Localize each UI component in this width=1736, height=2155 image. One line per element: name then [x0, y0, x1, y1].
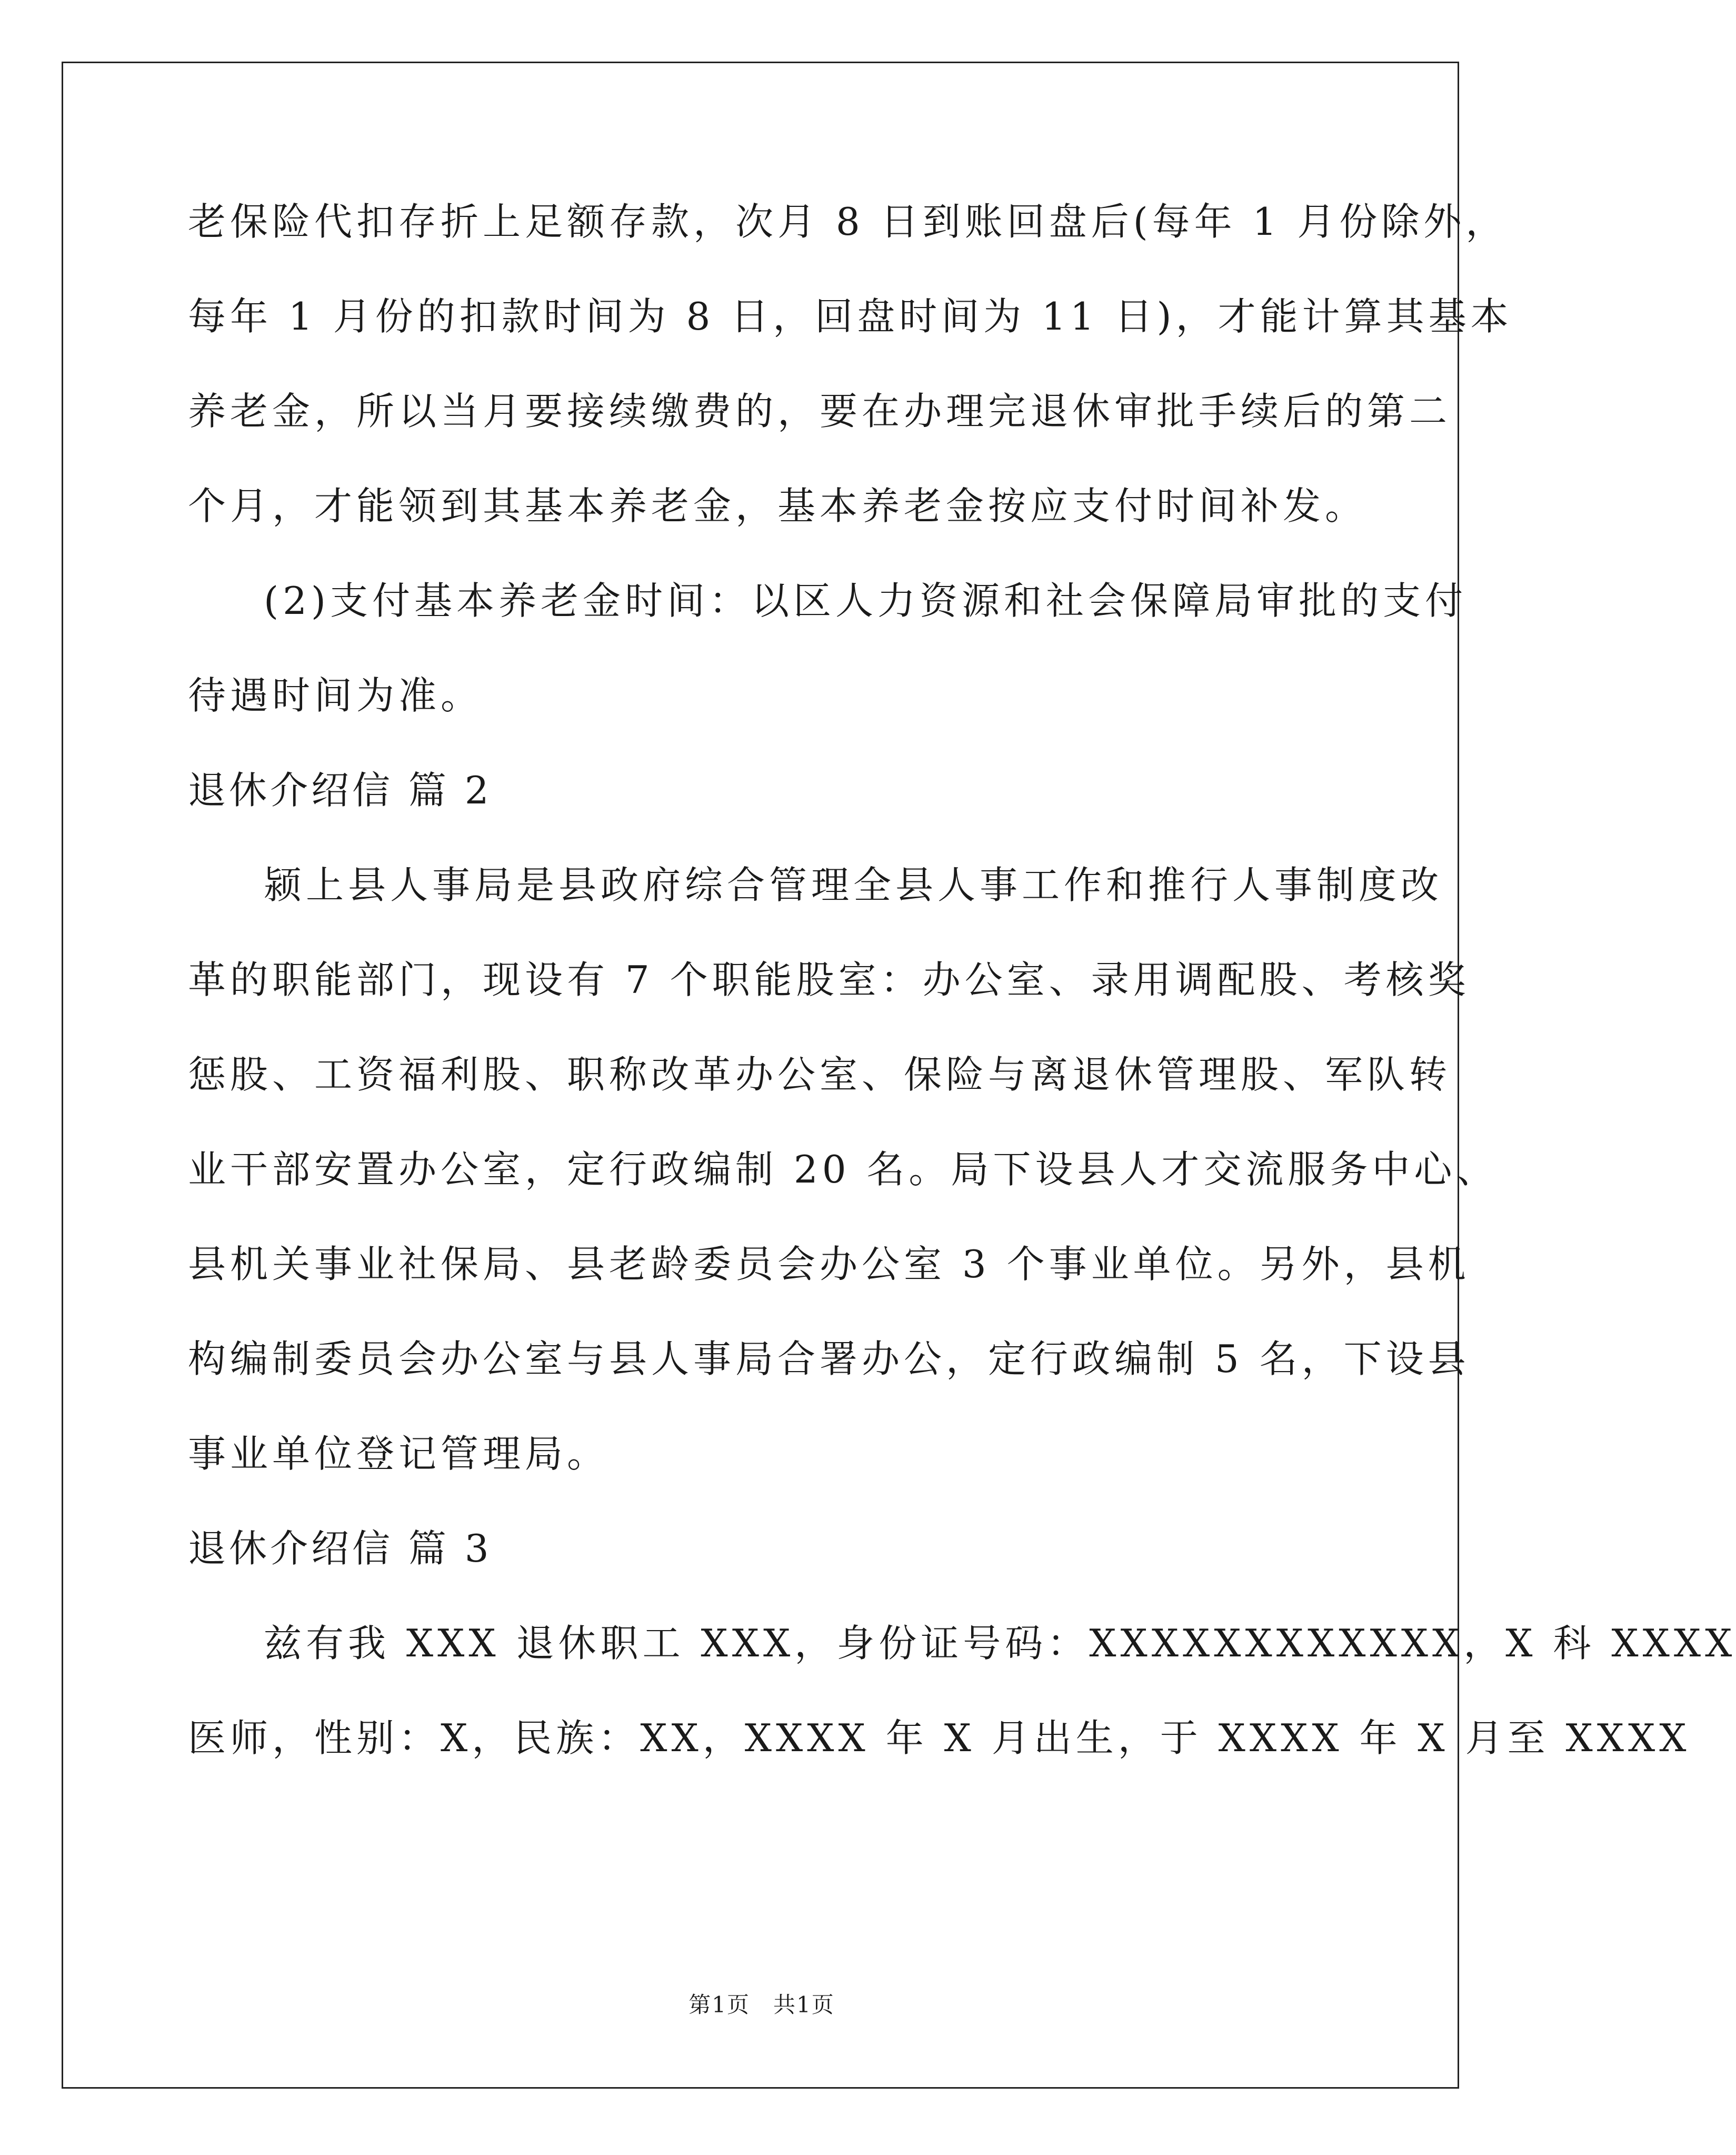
text-line: 兹有我 XXX 退休职工 XXX，身份证号码：XXXXXXXXXXXX，X 科 XXXX [264, 1621, 1736, 1665]
text-line: 惩股、工资福利股、职称改革办公室、保险与离退休管理股、军队转 [188, 1052, 1452, 1097]
text-line: 医师，性别：X，民族：XX，XXXX 年 X 月出生，于 XXXX 年 X 月至 XXXX [188, 1716, 1691, 1760]
page-footer: 第1页 共1页 [689, 1992, 835, 2018]
section-heading: 退休介绍信 篇 2 [188, 768, 492, 812]
text-line: 待遇时间为准。 [188, 673, 483, 718]
text-line: 革的职能部门，现设有 7 个职能股室：办公室、录用调配股、考核奖 [188, 958, 1470, 1002]
text-line: 业干部安置办公室，定行政编制 20 名。局下设县人才交流服务中心、 [188, 1147, 1499, 1191]
text-line: 老保险代扣存折上足额存款，次月 8 日到账回盘后(每年 1 月份除外， [188, 200, 1508, 244]
text-line: (2)支付基本养老金时间：以区人力资源和社会保障局审批的支付 [264, 579, 1467, 623]
text-line: 县机关事业社保局、县老龄委员会办公室 3 个事业单位。另外，县机 [188, 1242, 1470, 1286]
text-line: 每年 1 月份的扣款时间为 8 日，回盘时间为 11 日)，才能计算其基本 [188, 294, 1513, 339]
text-line: 事业单位登记管理局。 [188, 1432, 610, 1476]
text-line: 养老金，所以当月要接续缴费的，要在办理完退休审批手续后的第二 [188, 389, 1452, 433]
text-line: 颍上县人事局是县政府综合管理全县人事工作和推行人事制度改 [264, 863, 1443, 907]
document-body [188, 198, 1736, 1809]
text-line: 个月，才能领到其基本养老金，基本养老金按应支付时间补发。 [188, 484, 1368, 528]
section-heading: 退休介绍信 篇 3 [188, 1526, 492, 1571]
text-line: 构编制委员会办公室与县人事局合署办公，定行政编制 5 名，下设县 [188, 1337, 1470, 1381]
